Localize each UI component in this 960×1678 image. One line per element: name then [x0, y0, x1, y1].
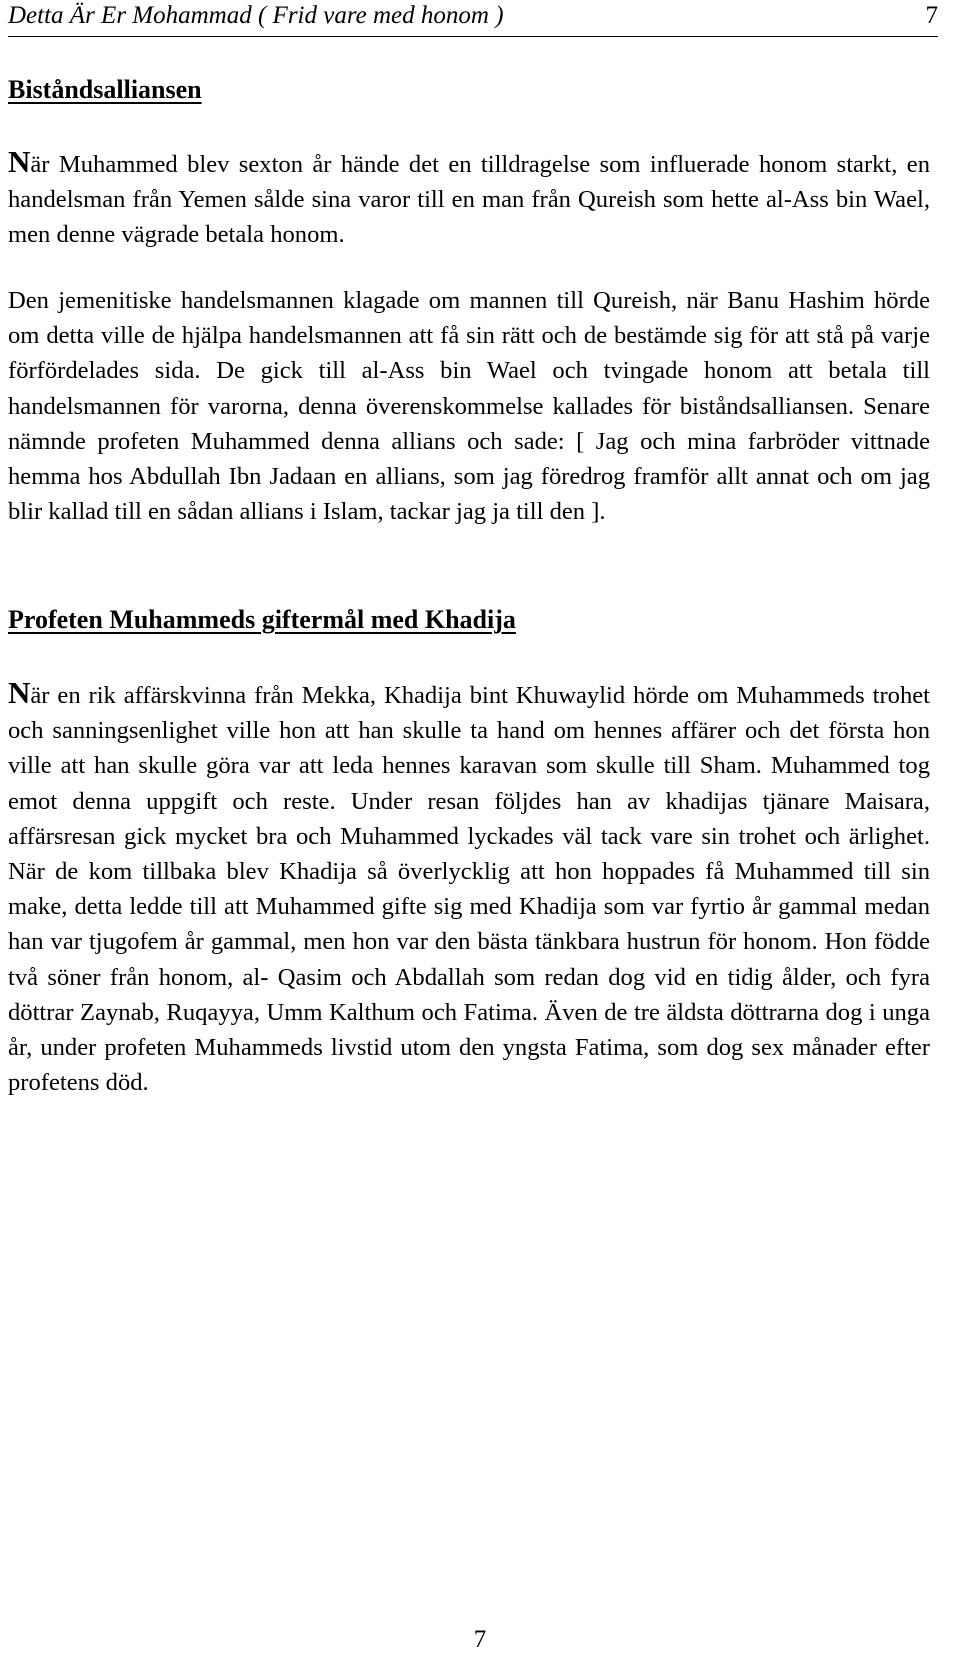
- section-heading-bistandsalliansen: Biståndsalliansen: [8, 75, 202, 104]
- header-page-number: 7: [925, 2, 938, 29]
- paragraph-bistand-intro: [8, 146, 930, 253]
- header-title: Detta Är Er Mohammad ( Frid vare med honom ): [8, 2, 504, 29]
- running-header: [8, 0, 938, 37]
- dropcap-letter: N: [8, 675, 31, 710]
- section-heading-giftermal: Profeten Muhammeds giftermål med Khadija: [8, 605, 516, 634]
- paragraph-bistand-body: Den jemenitiske handelsmannen klagade om mannen till Qureish, när Banu Hashim hörde om detta ville de hjälpa handelsmannen att få sin rätt och de bestämde sig för att stå på varje förfördelades sida. De gick till al-Ass bin Wael och tvingade honom att betala till handelsmannen för varorna, denna överenskommelse kallades för biståndsalliansen. Senare nämnde profeten Muhammed denna allians och sade: [ Jag och mina farbröder vittnade hemma hos Abdullah Ibn Jadaan en allians, som jag föredrog framför allt annat och om jag blir kallad till en sådan allians i Islam, tackar jag ja till den ].: [8, 287, 930, 526]
- paragraph-text: är en rik affärskvinna från Mekka, Khadija bint Khuwaylid hörde om Muhammeds trohet och sanningsenlighet ville hon att han skulle ta hand om hennes affärer och det första hon ville att han skulle göra var att leda hennes karavan som skulle till Sham. Muhammed tog emot denna uppgift och reste. Under resan följdes han av khadijas tjänare Maisara, affärsresan gick mycket bra och Muhammed lyckades väl tack vare sin trohet och ärlighet. När de kom tillbaka blev Khadija så överlycklig att hon hoppades få Muhammed till sin make, detta ledde till att Muhammed gifte sig med Khadija som var fyrtio år gammal medan han var tjugofem år gammal, men hon var den bästa tänkbara hustrun för honom. Hon födde två söner från honom, al- Qasim och Abdallah som redan dog vid en tidig ålder, och fyra döttrar Zaynab, Ruqayya, Umm Kalthum och Fatima. Även de tre äldsta döttrarna dog i unga år, under profeten Muhammeds livstid utom den yngsta Fatima, som dog sex månader efter profetens död.: [8, 682, 930, 1097]
- dropcap-letter: N: [8, 144, 31, 179]
- paragraph-text: är Muhammed blev sexton år hände det en tilldragelse som influerade honom starkt, en handelsman från Yemen sålde sina varor till en man från Qureish som hette al-Ass bin Wael, men denne vägrade betala honom.: [8, 151, 930, 249]
- footer-page-number: 7: [473, 1626, 487, 1653]
- paragraph-khadija: [8, 677, 930, 1100]
